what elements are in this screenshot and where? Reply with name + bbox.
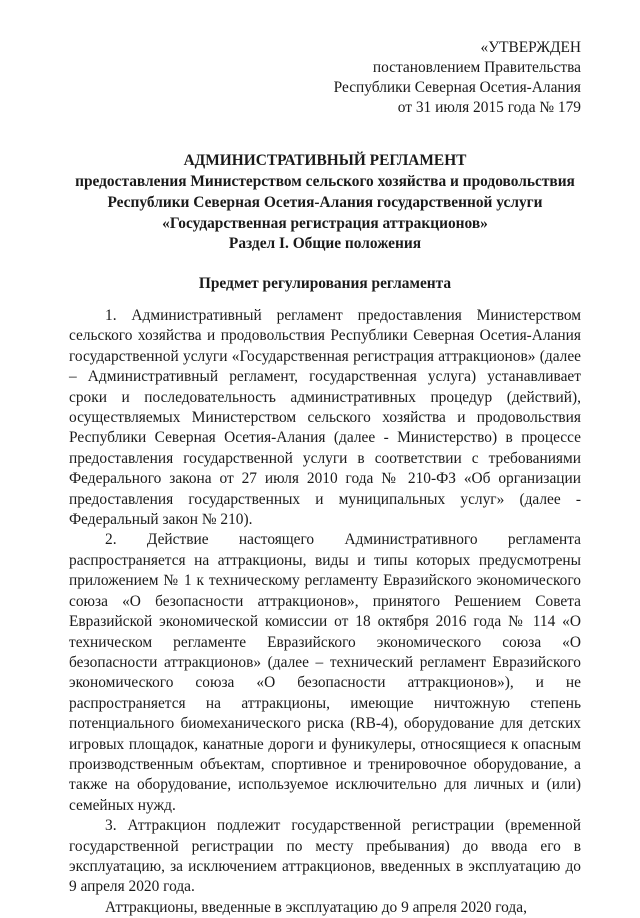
document-subtitle-line-1: предоставления Министерством сельского хозяйства и продовольствия	[75, 173, 575, 190]
approval-stamp	[334, 38, 581, 118]
paragraph-3: 3. Аттракцион подлежит государственной регистрации (временной государственной регистрации по месту пребывания) до ввода его в эксплуатацию, за исключением аттракционов, введенных в эксплуатацию до 9 апреля 2020 года.	[69, 817, 581, 896]
approval-line-resolution: постановлением Правительства	[372, 59, 581, 76]
paragraph-4: Аттракционы, введенные в эксплуатацию до 9 апреля 2020 года,	[105, 898, 527, 916]
subsection-title: Предмет регулирования регламента	[198, 275, 452, 292]
document-title: АДМИНИСТРАТИВНЫЙ РЕГЛАМЕНТ	[183, 152, 467, 169]
document-subtitle-line-2: Республики Северная Осетия-Алания государственной услуги	[107, 194, 543, 211]
document-subtitle-line-3: «Государственная регистрация аттракционов»	[162, 215, 488, 232]
approval-line-approved: «УТВЕРЖДЕН	[480, 39, 581, 56]
document-page	[69, 0, 581, 916]
document-heading	[69, 150, 581, 234]
paragraph-2: 2. Действие настоящего Административного регламента распространяется на аттракционы, виды и типы которых предусмотрены приложением № 1 к техническому регламенту Евразийского экономического союза «О безопасности аттракционов», принятого Решением Совета Евразийской экономической комиссии от 18 октября 2016 года № 114 «О техническом регламенте Евразийского экономического союза «О безопасности аттракционов» (далее – технический регламент Евразийского экономического союза «О безопасности аттракционов»), и не распространяется на аттракционы, имеющие ничтожную степень потенциального биомеханического риска (RB-4), оборудование для детских игровых площадок, канатные дороги и фуникулеры, относящиеся к опасным производственным объектам, спортивное и тренировочное оборудование, а также на оборудование, используемое исключительно для личных и (или) семейных нужд.	[69, 531, 581, 814]
approval-line-republic: Республики Северная Осетия-Алания	[333, 79, 581, 96]
document-body	[69, 306, 581, 918]
approval-line-date: от 31 июля 2015 года № 179	[397, 99, 581, 116]
paragraph-1: 1. Административный регламент предоставления Министерством сельского хозяйства и продовольствия Республики Северная Осетия-Алания государственной услуги «Государственная регистрация аттракционов» (далее – Административный регламент, государственная услуга) устанавливает сроки и последовательность административных процедур (действий), осуществляемых Министерством сельского хозяйства и продовольствия Республики Северная Осетия-Алания (далее - Министерство) в процессе предоставления государственной услуги в соответствии с требованиями Федерального закона от 27 июля 2010 года № 210-ФЗ «Об организации предоставления государственных и муниципальных услуг» (далее - Федеральный закон № 210).	[69, 307, 581, 529]
section-title: Раздел I. Общие положения	[228, 235, 422, 252]
